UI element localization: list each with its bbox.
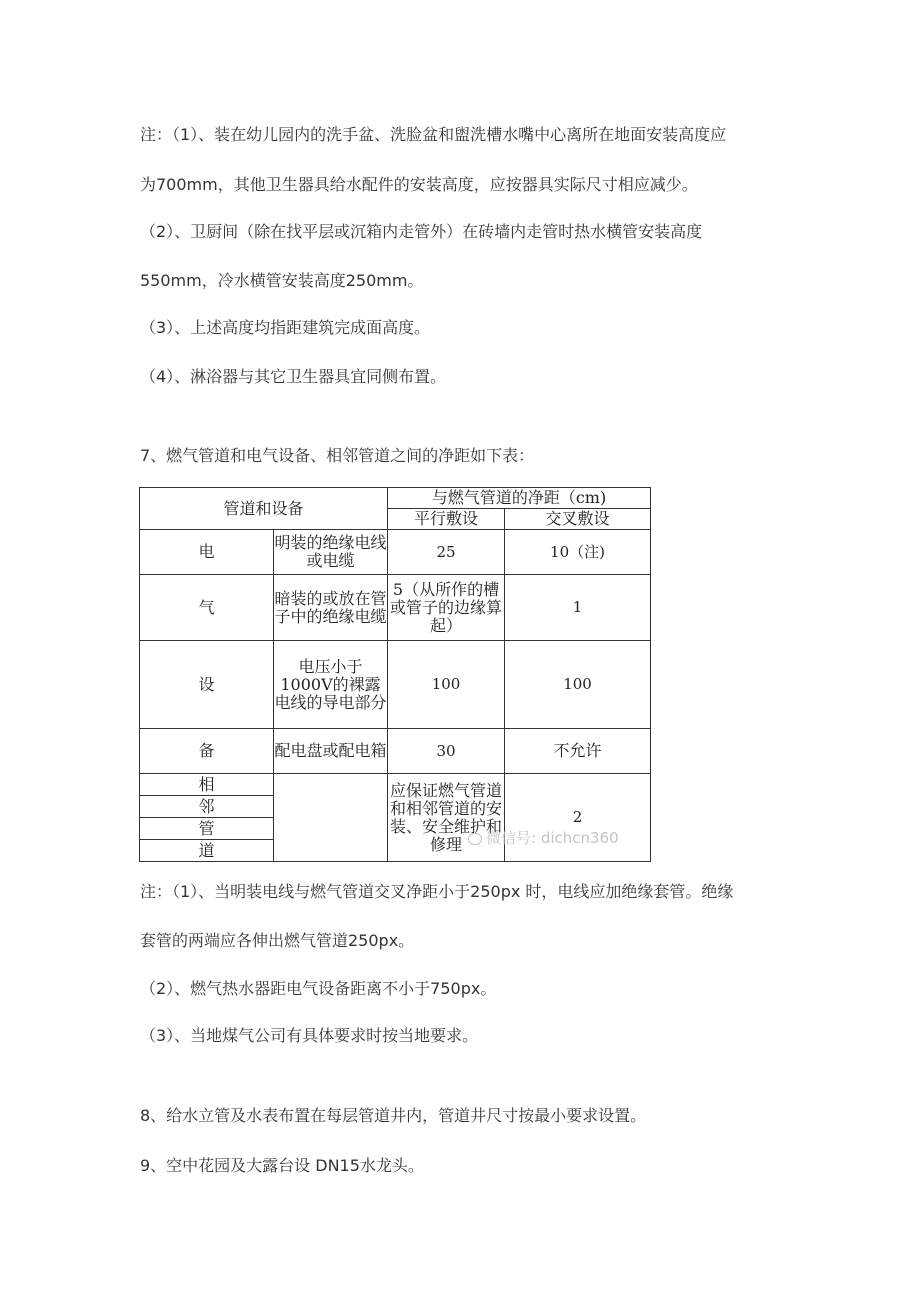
row-cross: 1: [505, 575, 651, 641]
group-char-4: 备: [140, 729, 274, 774]
row-cross: 10（注): [505, 530, 651, 575]
group2-char-2: 邻: [140, 796, 274, 818]
group-char-2: 气: [140, 575, 274, 641]
note-line-5: （3）、上述高度均指距建筑完成面高度。: [140, 318, 431, 337]
section-7-heading: 7、燃气管道和电气设备、相邻管道之间的净距如下表：: [140, 446, 535, 465]
group2-char-1: 相: [140, 774, 274, 796]
clearance-table: [139, 487, 651, 862]
row-cross: 不允许: [505, 729, 651, 774]
note-line-2: 为700mm，其他卫生器具给水配件的安装高度，应按器具实际尺寸相应减少。: [140, 175, 698, 194]
row-parallel: 25: [388, 530, 505, 575]
header-parallel: 平行敷设: [388, 509, 505, 530]
note-line-1: 注：（1）、装在幼儿园内的洗手盆、洗脸盆和盥洗槽水嘴中心离所在地面安装高度应: [140, 125, 727, 144]
note-line-6: （4）、淋浴器与其它卫生器具宜同侧布置。: [140, 367, 447, 386]
group2-char-3: 管: [140, 818, 274, 840]
row-item: [274, 774, 388, 862]
note2-line-3: （2）、燃气热水器距电气设备距离不小于750px。: [140, 979, 497, 998]
row-parallel: 100: [388, 641, 505, 729]
header-clearance: 与燃气管道的净距（cm): [388, 488, 651, 509]
row-parallel: 30: [388, 729, 505, 774]
note2-line-4: （3）、当地煤气公司有具体要求时按当地要求。: [140, 1026, 479, 1045]
watermark-text: 微信号: dichcn360: [486, 829, 619, 847]
group-char-1: 电: [140, 530, 274, 575]
row-item: 配电盘或配电箱: [274, 729, 388, 774]
watermark: [468, 827, 619, 848]
group2-char-4: 道: [140, 840, 274, 862]
header-cross: 交叉敷设: [505, 509, 651, 530]
header-pipe-equipment: 管道和设备: [140, 488, 388, 530]
row-item: 暗装的或放在管子中的绝缘电缆: [274, 575, 388, 641]
note-line-3: （2）、卫厨间（除在找平层或沉箱内走管外）在砖墙内走管时热水横管安装高度: [140, 222, 703, 241]
row-item: 明装的绝缘电线或电缆: [274, 530, 388, 575]
row-cross: 2: [505, 774, 651, 862]
row-item: 电压小于1000V的裸露电线的导电部分: [274, 641, 388, 729]
section-8-text: 8、给水立管及水表布置在每层管道井内，管道井尺寸按最小要求设置。: [140, 1106, 647, 1125]
note2-line-2: 套管的两端应各伸出燃气管道250px。: [140, 931, 415, 950]
row-parallel: 应保证燃气管道和相邻管道的安装、安全维护和修理: [388, 774, 505, 862]
group-char-3: 设: [140, 641, 274, 729]
note2-line-1: 注：（1）、当明装电线与燃气管道交叉净距小于250px 时，电线应加绝缘套管。绝缘: [140, 882, 734, 901]
row-parallel: 5（从所作的槽或管子的边缘算起）: [388, 575, 505, 641]
row-cross: 100: [505, 641, 651, 729]
note-line-4: 550mm，冷水横管安装高度250mm。: [140, 271, 424, 290]
wechat-icon: [468, 833, 482, 845]
section-9-text: 9、空中花园及大露台设 DN15水龙头。: [140, 1156, 424, 1175]
